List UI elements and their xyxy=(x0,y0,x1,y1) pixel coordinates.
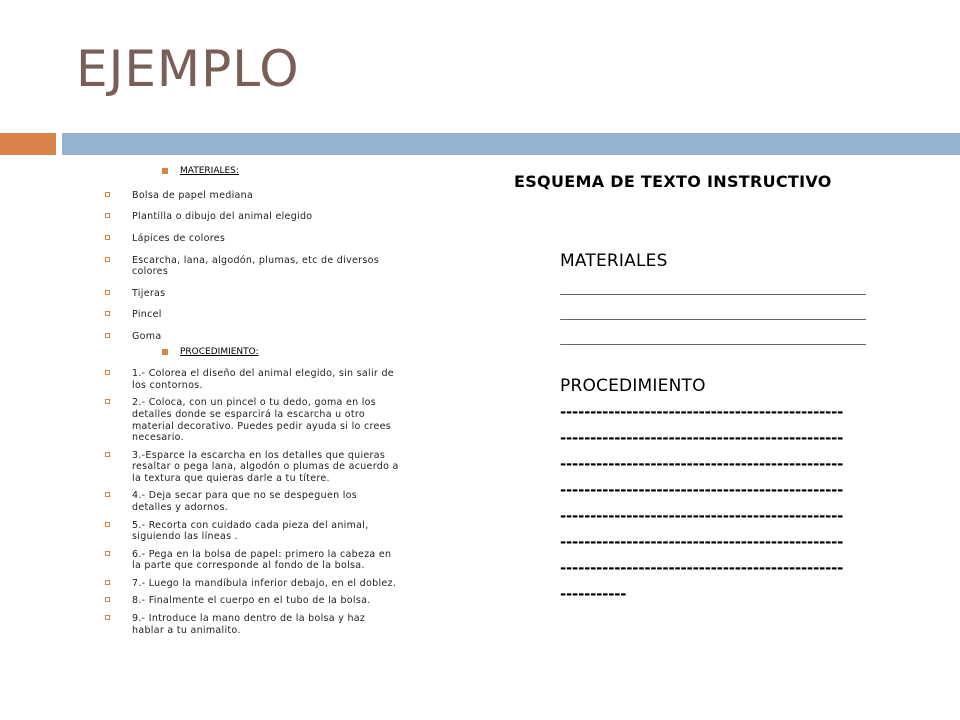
list-item: Tijeras xyxy=(100,288,400,300)
list-item: 7.- Luego la mandíbula inferior debajo, en el doblez. xyxy=(100,578,400,590)
list-item: Lápices de colores xyxy=(100,233,400,245)
list-item: 2.- Coloca, con un pincel o tu dedo, goma en los detalles donde se esparcirá la escarcha u otro material decorativo. Puedes pedir ayuda si lo crees necesario. xyxy=(100,397,400,443)
scheme-heading: ESQUEMA DE TEXTO INSTRUCTIVO xyxy=(514,172,832,191)
list-item: 6.- Pega en la bolsa de papel: primero la cabeza en la parte que corresponde al fondo de la bolsa. xyxy=(100,549,400,572)
dashed-line: ----------------------------------------------- xyxy=(560,533,844,551)
list-item: 4.- Deja secar para que no se despeguen los detalles y adornos. xyxy=(100,490,400,513)
square-bullet-icon xyxy=(162,349,168,355)
hollow-square-bullet-icon xyxy=(105,551,110,556)
dashed-line: ----------------------------------------------- xyxy=(560,559,844,577)
dashed-line: ----------- xyxy=(560,585,627,603)
dashed-line: ----------------------------------------------- xyxy=(560,481,844,499)
hollow-square-bullet-icon xyxy=(105,311,110,316)
list-item: 5.- Recorta con cuidado cada pieza del animal, siguiendo las líneas . xyxy=(100,520,400,543)
hollow-square-bullet-icon xyxy=(105,492,110,497)
procedimiento-heading: PROCEDIMIENTO: xyxy=(162,347,400,358)
accent-bar-orange xyxy=(0,133,56,155)
dashed-line: ----------------------------------------------- xyxy=(560,429,844,447)
dashed-line: ----------------------------------------------- xyxy=(560,403,844,421)
list-item: Plantilla o dibujo del animal elegido xyxy=(100,211,400,223)
list-item: Goma xyxy=(100,331,400,343)
hollow-square-bullet-icon xyxy=(105,257,110,262)
list-item: 1.- Colorea el diseño del animal elegido, sin salir de los contornos. xyxy=(100,368,400,391)
procedimiento-label: PROCEDIMIENTO xyxy=(560,376,706,396)
hollow-square-bullet-icon xyxy=(105,522,110,527)
blank-line: ______________________________________ xyxy=(560,277,866,295)
list-item: Pincel xyxy=(100,309,400,321)
materiales-label: MATERIALES xyxy=(560,251,668,271)
page-title: EJEMPLO xyxy=(76,40,300,98)
materiales-heading: MATERIALES: xyxy=(162,166,400,177)
instructions-column xyxy=(100,160,400,636)
hollow-square-bullet-icon xyxy=(105,452,110,457)
hollow-square-bullet-icon xyxy=(105,615,110,620)
hollow-square-bullet-icon xyxy=(105,333,110,338)
hollow-square-bullet-icon xyxy=(105,399,110,404)
list-item: 8.- Finalmente el cuerpo en el tubo de la bolsa. xyxy=(100,595,400,607)
hollow-square-bullet-icon xyxy=(105,597,110,602)
list-item: 3.-Esparce la escarcha en los detalles que quieras resaltar o pega lana, algodón o plumas de acuerdo a la textura que quieras darle a tu títere. xyxy=(100,450,400,485)
scheme-template xyxy=(560,248,940,607)
dashed-line: ----------------------------------------------- xyxy=(560,455,844,473)
hollow-square-bullet-icon xyxy=(105,370,110,375)
square-bullet-icon xyxy=(162,168,168,174)
hollow-square-bullet-icon xyxy=(105,235,110,240)
hollow-square-bullet-icon xyxy=(105,192,110,197)
list-item: 9.- Introduce la mano dentro de la bolsa y haz hablar a tu animalito. xyxy=(100,613,400,636)
list-item: Escarcha, lana, algodón, plumas, etc de diversos colores xyxy=(100,255,400,278)
dashed-line: ----------------------------------------------- xyxy=(560,507,844,525)
hollow-square-bullet-icon xyxy=(105,213,110,218)
blank-line: ______________________________________ xyxy=(560,327,866,345)
accent-bar-blue xyxy=(62,133,960,155)
hollow-square-bullet-icon xyxy=(105,290,110,295)
list-item: Bolsa de papel mediana xyxy=(100,190,400,202)
hollow-square-bullet-icon xyxy=(105,580,110,585)
blank-line: ______________________________________ xyxy=(560,302,866,320)
